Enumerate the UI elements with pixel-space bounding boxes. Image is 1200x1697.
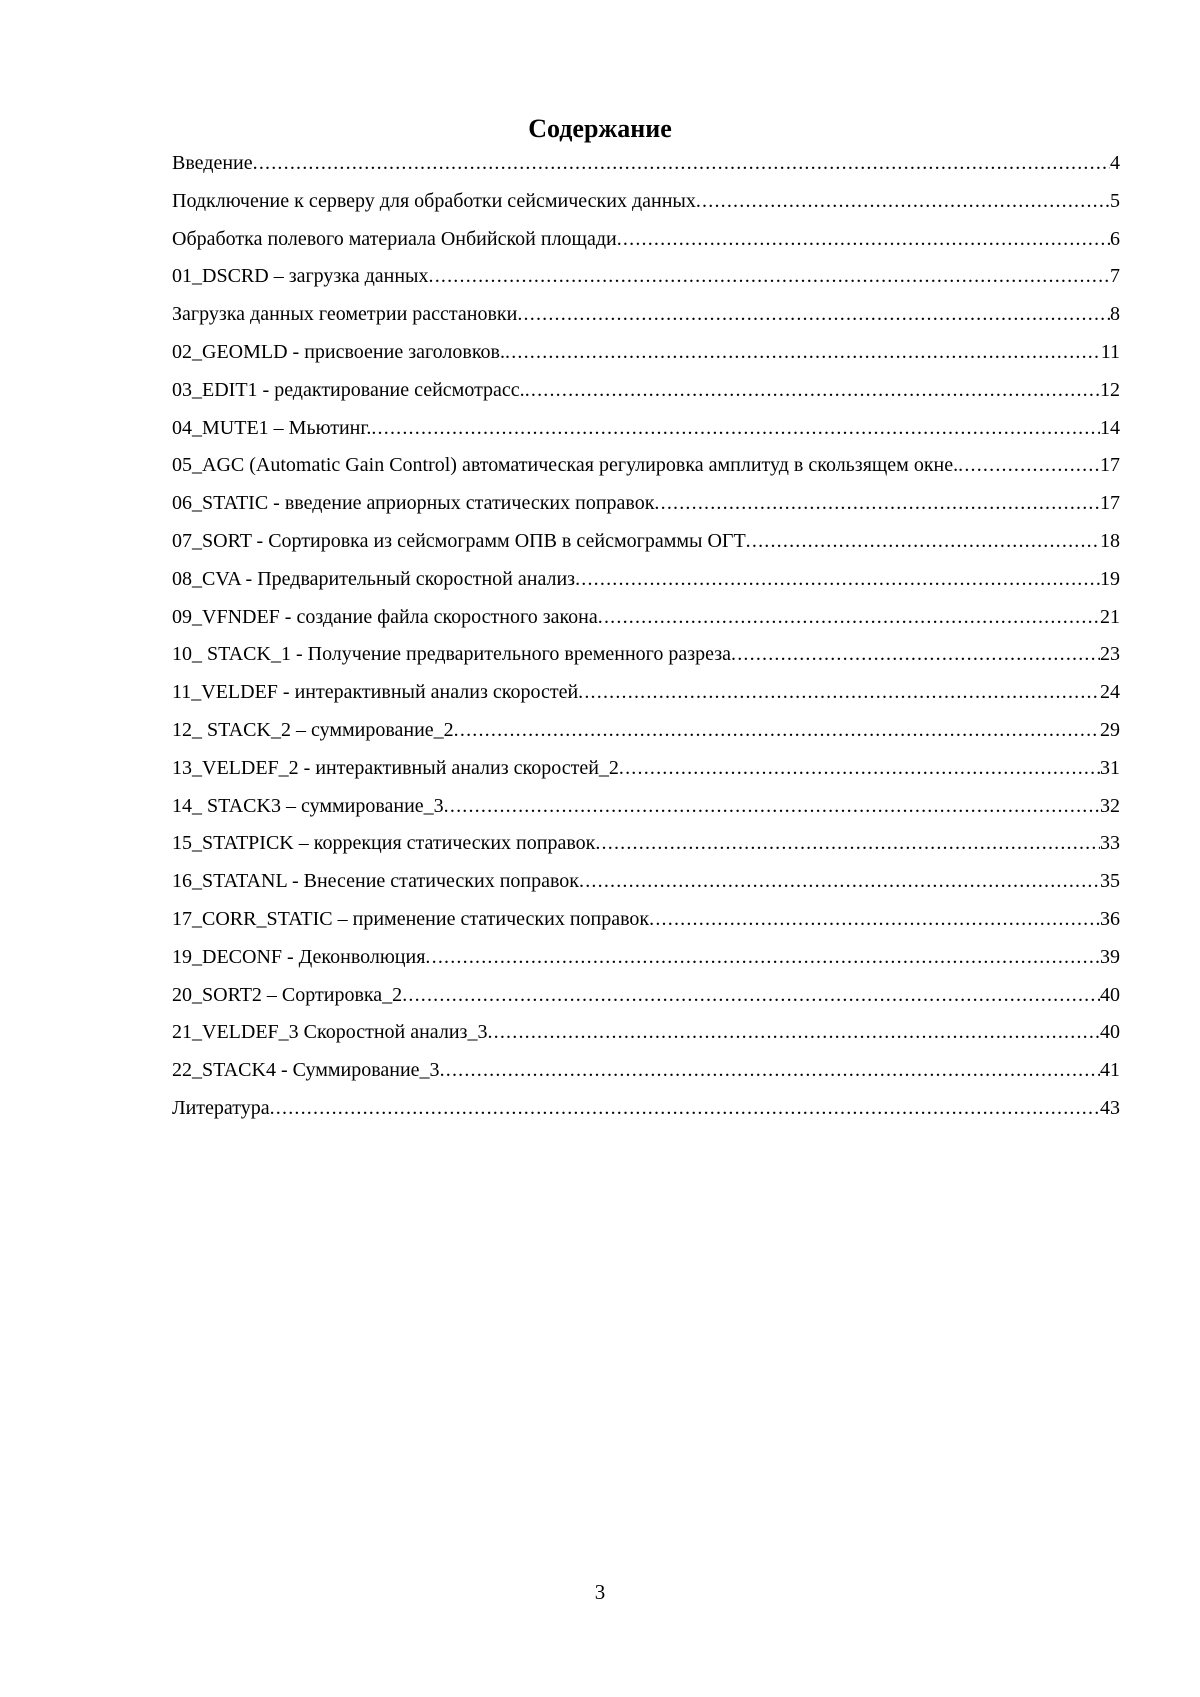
toc-entry-label: 04_MUTE1 – Мьютинг. [172, 416, 372, 439]
toc-dot-leader [270, 1096, 1100, 1120]
page-number: 3 [594, 1580, 606, 1604]
toc-dot-leader [579, 869, 1100, 893]
toc-entry[interactable] [172, 227, 1120, 265]
toc-entry-page: 41 [1100, 1059, 1120, 1082]
toc-entry-page: 33 [1100, 832, 1120, 855]
toc-dot-leader [654, 491, 1100, 515]
table-of-contents [172, 151, 1120, 1134]
toc-entry-label: Введение [172, 152, 253, 174]
toc-entry[interactable] [172, 529, 1120, 567]
toc-entry-label: 07_SORT - Сортировка из сейсмограмм ОПВ в сейсмограммы ОГТ [172, 529, 746, 552]
toc-entry[interactable] [172, 680, 1120, 718]
toc-entry-page: 43 [1100, 1096, 1120, 1119]
toc-entry[interactable] [172, 945, 1120, 983]
toc-entry-page: 17 [1100, 492, 1120, 515]
toc-entry-label: Загрузка данных геометрии расстановки [172, 303, 518, 326]
toc-entry-label: 21_VELDEF_3 Скоростной анализ_3 [172, 1021, 488, 1044]
toc-entry-page: 31 [1100, 756, 1120, 779]
toc-entry-label: 08_CVA - Предварительный скоростной анализ [172, 567, 576, 590]
toc-entry-label: 01_DSCRD – загрузка данных [172, 265, 429, 288]
toc-entry[interactable] [172, 983, 1120, 1021]
toc-entry-page: 7 [1110, 265, 1120, 288]
toc-dot-leader [595, 831, 1100, 855]
toc-entry-label: Литература [172, 1096, 270, 1119]
toc-entry[interactable] [172, 416, 1120, 454]
toc-dot-leader [578, 680, 1100, 704]
toc-entry[interactable] [172, 378, 1120, 416]
toc-entry-label: 05_AGC (Automatic Gain Control) автоматическая регулировка амплитуд в скользящем окне. [172, 454, 959, 477]
toc-entry-page: 36 [1100, 907, 1120, 930]
toc-dot-leader [253, 151, 1110, 175]
toc-entry-page: 5 [1110, 189, 1120, 212]
toc-entry-page: 4 [1110, 152, 1120, 174]
toc-entry[interactable] [172, 151, 1120, 189]
toc-entry-label: 09_VFNDEF - создание файла скоростного закона [172, 605, 598, 628]
toc-title: Содержание [528, 114, 672, 143]
toc-entry-label: 12_ STACK_2 – суммирование_2 [172, 718, 454, 741]
toc-dot-leader [429, 264, 1111, 288]
toc-entry[interactable] [172, 453, 1120, 491]
toc-entry-label: 11_VELDEF - интерактивный анализ скоростей [172, 681, 579, 704]
toc-entry-page: 19 [1100, 567, 1120, 590]
toc-entry-label: 02_GEOMLD - присвоение заголовков. [172, 340, 505, 363]
toc-entry-label: 22_STACK4 - Суммирование_3 [172, 1059, 440, 1082]
toc-entry-page: 23 [1100, 643, 1120, 666]
toc-dot-leader [696, 189, 1110, 213]
toc-entry[interactable] [172, 907, 1120, 945]
toc-entry[interactable] [172, 567, 1120, 605]
toc-dot-leader [619, 756, 1100, 780]
toc-entry-page: 21 [1100, 605, 1120, 628]
toc-entry-page: 29 [1100, 718, 1120, 741]
toc-entry[interactable] [172, 1096, 1120, 1134]
toc-dot-leader [649, 907, 1100, 931]
toc-entry-page: 8 [1110, 303, 1120, 326]
toc-dot-leader [425, 945, 1100, 969]
toc-dot-leader [487, 1020, 1100, 1044]
toc-dot-leader [617, 227, 1110, 251]
toc-dot-leader [746, 529, 1100, 553]
toc-entry[interactable] [172, 642, 1120, 680]
toc-dot-leader [731, 642, 1100, 666]
toc-entry[interactable] [172, 189, 1120, 227]
toc-entry-page: 40 [1100, 1021, 1120, 1044]
toc-entry-label: 17_CORR_STATIC – применение статических поправок [172, 907, 650, 930]
toc-entry[interactable] [172, 831, 1120, 869]
toc-entry-page: 39 [1100, 945, 1120, 968]
toc-entry[interactable] [172, 794, 1120, 832]
toc-dot-leader [505, 340, 1101, 364]
toc-entry-label: 03_EDIT1 - редактирование сейсмотрасс. [172, 378, 525, 401]
toc-entry-page: 14 [1100, 416, 1120, 439]
toc-entry-label: Обработка полевого материала Онбийской площади [172, 227, 617, 250]
toc-entry[interactable] [172, 302, 1120, 340]
toc-dot-leader [371, 416, 1100, 440]
toc-entry[interactable] [172, 718, 1120, 756]
toc-entry-page: 11 [1100, 340, 1120, 363]
toc-entry-page: 32 [1100, 794, 1120, 817]
toc-entry-label: 13_VELDEF_2 - интерактивный анализ скоростей_2 [172, 756, 619, 779]
toc-entry[interactable] [172, 264, 1120, 302]
toc-entry-page: 40 [1100, 983, 1120, 1006]
toc-entry-label: 19_DECONF - Деконволюция [172, 945, 426, 968]
toc-entry[interactable] [172, 605, 1120, 643]
toc-entry-page: 24 [1100, 681, 1120, 704]
toc-entry[interactable] [172, 491, 1120, 529]
toc-dot-leader [525, 378, 1100, 402]
toc-entry[interactable] [172, 756, 1120, 794]
toc-entry-page: 17 [1100, 454, 1120, 477]
toc-entry-label: 10_ STACK_1 - Получение предварительного временного разреза [172, 643, 732, 666]
toc-entry-label: Подключение к серверу для обработки сейсмических данных [172, 189, 696, 212]
toc-dot-leader [958, 453, 1100, 477]
toc-entry-label: 06_STATIC - введение априорных статических поправок [172, 492, 655, 515]
toc-entry[interactable] [172, 1058, 1120, 1096]
toc-dot-leader [575, 567, 1100, 591]
toc-entry-page: 35 [1100, 870, 1120, 893]
toc-entry-label: 20_SORT2 – Сортировка_2 [172, 983, 403, 1006]
toc-entry-page: 6 [1110, 227, 1120, 250]
toc-dot-leader [444, 794, 1100, 818]
toc-entry-label: 16_STATANL - Внесение статических поправок [172, 870, 580, 893]
toc-entry-label: 14_ STACK3 – суммирование_3 [172, 794, 444, 817]
toc-dot-leader [598, 605, 1100, 629]
toc-entry[interactable] [172, 1020, 1120, 1058]
toc-dot-leader [517, 302, 1110, 326]
toc-dot-leader [440, 1058, 1100, 1082]
toc-entry-page: 18 [1100, 529, 1120, 552]
toc-entry[interactable] [172, 340, 1120, 378]
toc-dot-leader [402, 983, 1100, 1007]
toc-entry-label: 15_STATPICK – коррекция статических поправок [172, 832, 596, 855]
toc-entry-page: 12 [1100, 378, 1120, 401]
toc-dot-leader [454, 718, 1100, 742]
toc-entry[interactable] [172, 869, 1120, 907]
